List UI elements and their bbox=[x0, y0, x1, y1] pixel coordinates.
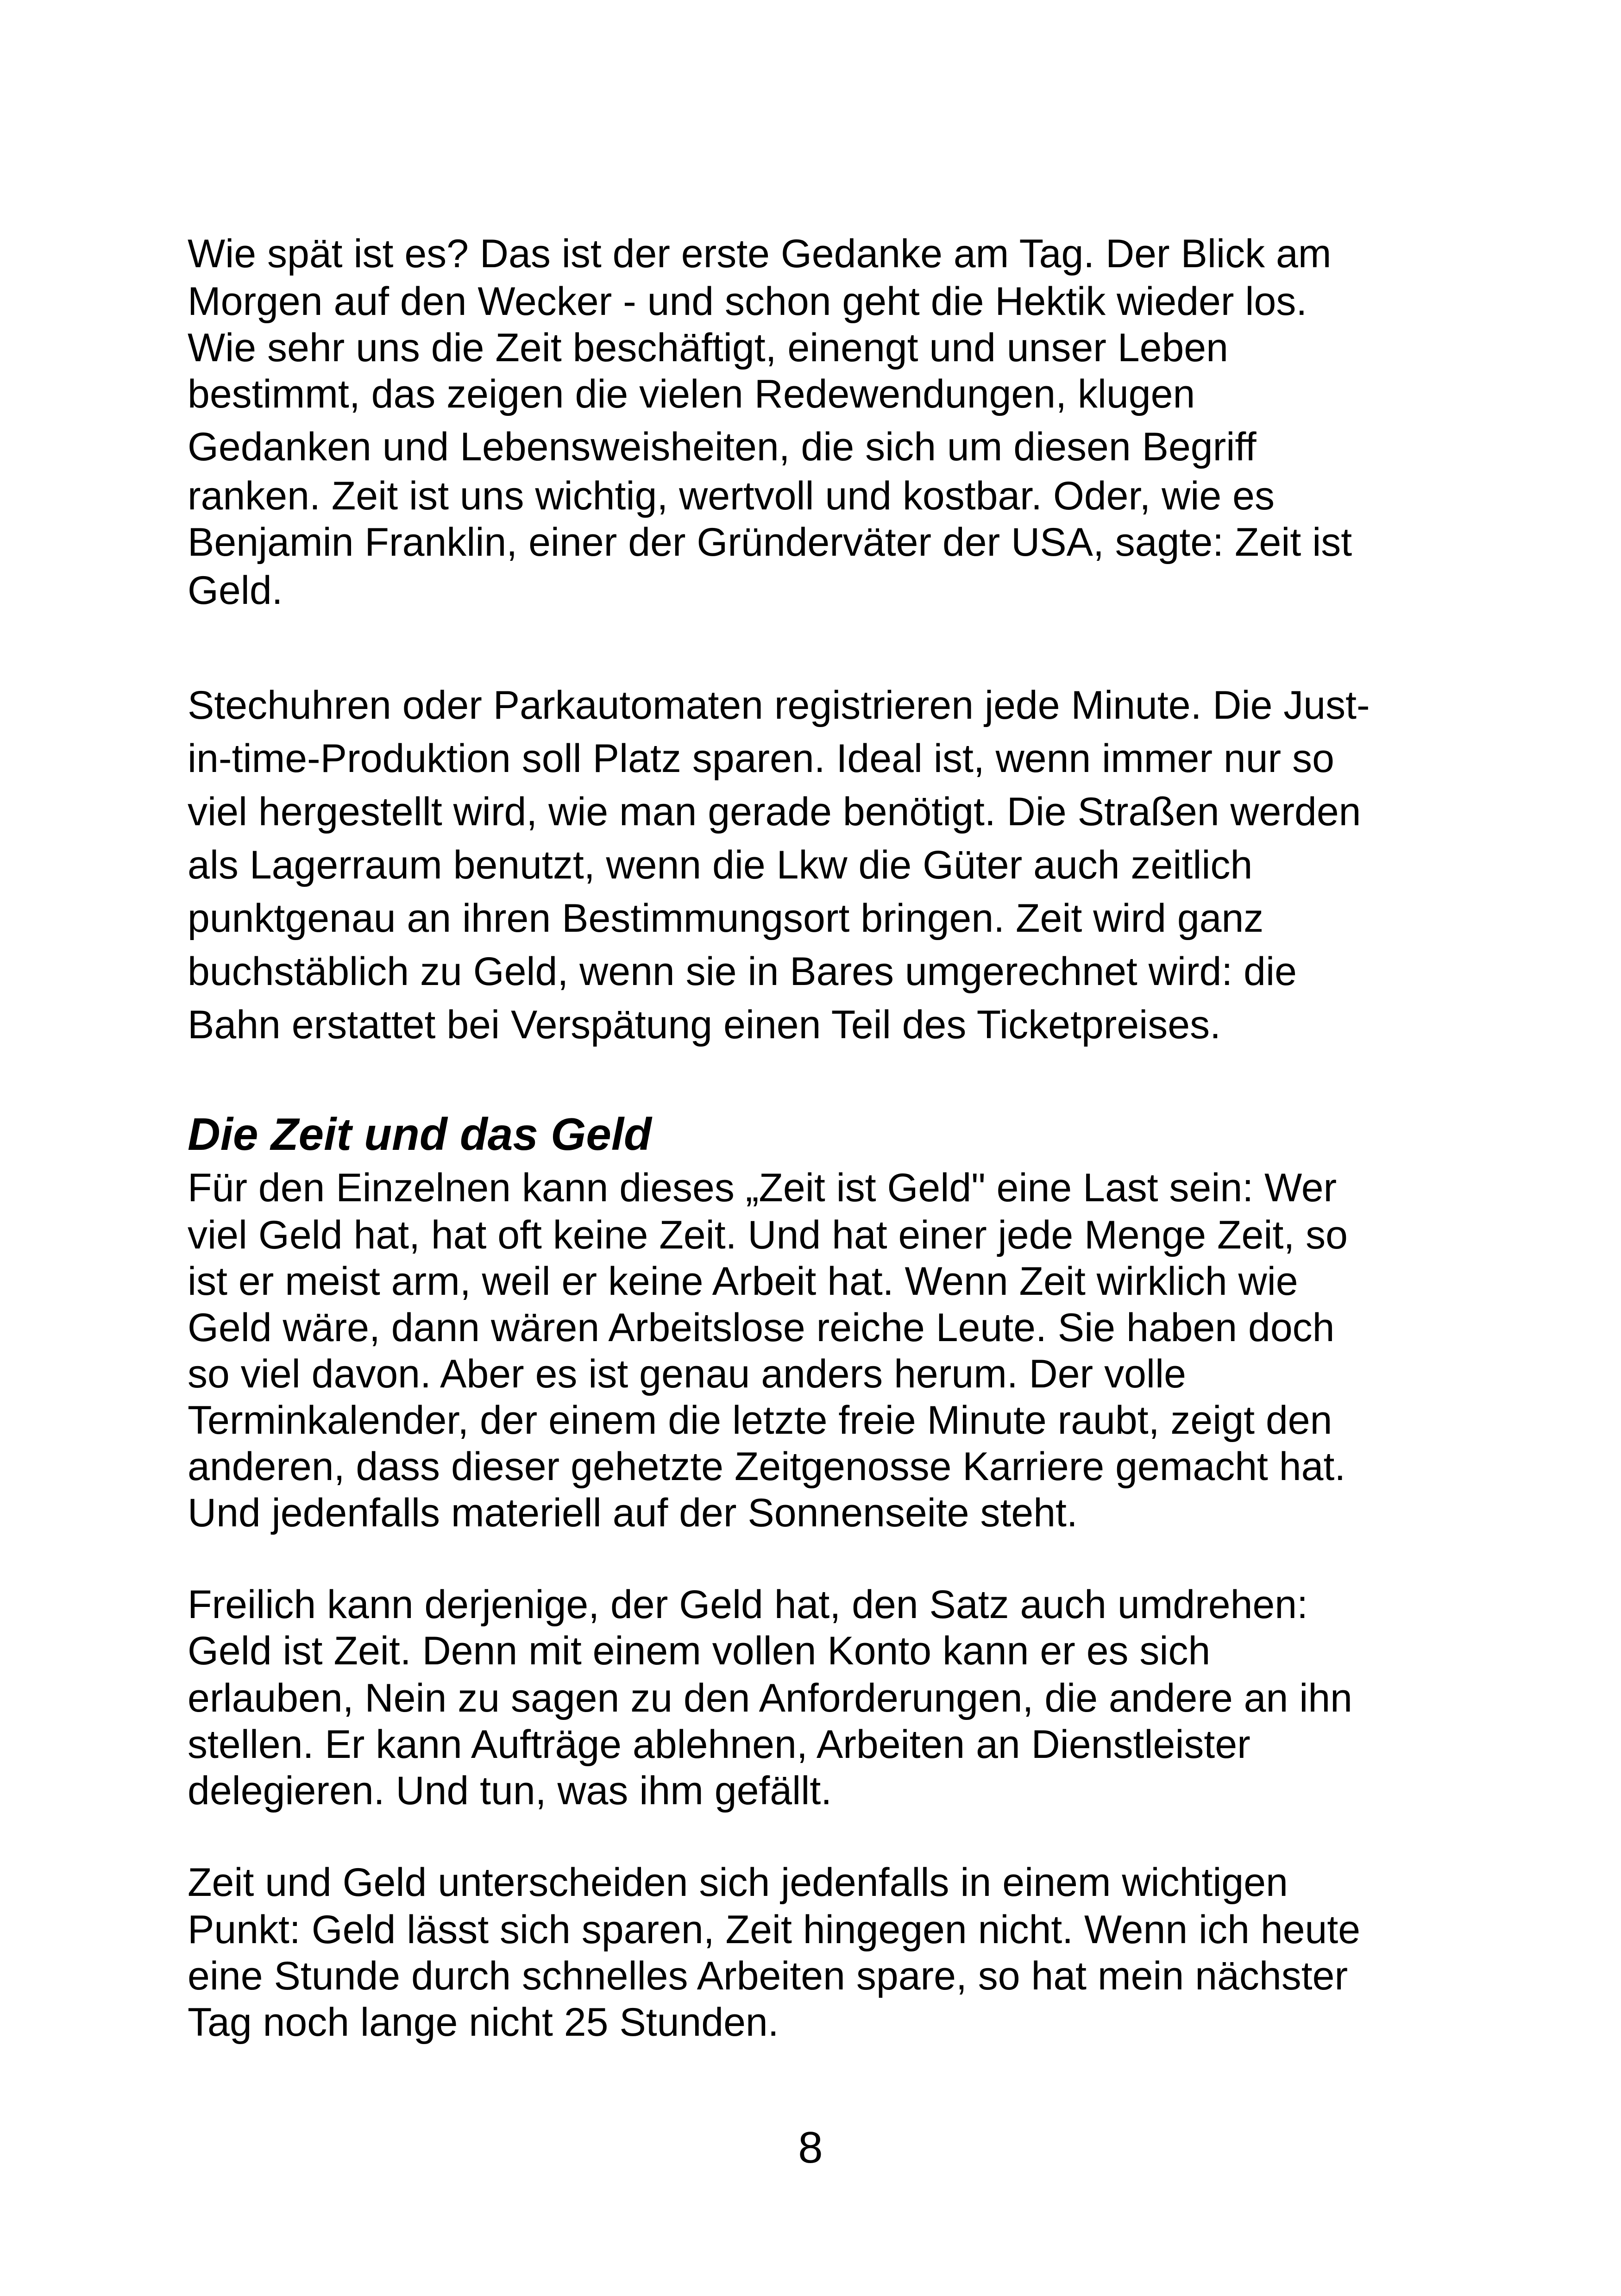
text-line: Für den Einzelnen kann dieses „Zeit ist Geld" eine Last sein: Wer bbox=[188, 1166, 1337, 1210]
text-line: viel Geld hat, hat oft keine Zeit. Und hat einer jede Menge Zeit, so bbox=[188, 1213, 1348, 1257]
page-number: 8 bbox=[798, 2123, 823, 2172]
text-line: viel hergestellt wird, wie man gerade benötigt. Die Straßen werden bbox=[188, 790, 1361, 834]
text-line: Benjamin Franklin, einer der Gründerväter der USA, sagte: Zeit ist bbox=[188, 520, 1352, 565]
text-line: erlauben, Nein zu sagen zu den Anforderungen, die andere an ihn bbox=[188, 1676, 1352, 1720]
text-line: delegieren. Und tun, was ihm gefällt. bbox=[188, 1769, 832, 1813]
text-line: Morgen auf den Wecker - und schon geht die Hektik wieder los. bbox=[188, 279, 1307, 324]
text-line: Bahn erstattet bei Verspätung einen Teil des Ticketpreises. bbox=[188, 1003, 1221, 1047]
text-line: Tag noch lange nicht 25 Stunden. bbox=[188, 2000, 779, 2045]
text-line: anderen, dass dieser gehetzte Zeitgenosse Karriere gemacht hat. bbox=[188, 1444, 1346, 1489]
text-line: buchstäblich zu Geld, wenn sie in Bares umgerechnet wird: die bbox=[188, 949, 1297, 994]
text-line: Punkt: Geld lässt sich sparen, Zeit hingegen nicht. Wenn ich heute bbox=[188, 1907, 1361, 1952]
text-line: stellen. Er kann Aufträge ablehnen, Arbeiten an Dienstleister bbox=[188, 1722, 1250, 1767]
text-line: Geld wäre, dann wären Arbeitslose reiche Leute. Sie haben doch bbox=[188, 1305, 1335, 1350]
section-heading: Die Zeit und das Geld bbox=[188, 1109, 652, 1160]
text-line: so viel davon. Aber es ist genau anders herum. Der volle bbox=[188, 1352, 1186, 1396]
text-line: Stechuhren oder Parkautomaten registrieren jede Minute. Die Just- bbox=[188, 683, 1370, 728]
text-line: Zeit und Geld unterscheiden sich jedenfalls in einem wichtigen bbox=[188, 1860, 1288, 1905]
text-line: Geld. bbox=[188, 568, 283, 613]
text-line: Gedanken und Lebensweisheiten, die sich um diesen Begriff bbox=[188, 425, 1257, 469]
text-line: Und jedenfalls materiell auf der Sonnenseite steht. bbox=[188, 1491, 1078, 1535]
text-line: bestimmt, das zeigen die vielen Redewendungen, klugen bbox=[188, 372, 1195, 416]
text-line: als Lagerraum benutzt, wenn die Lkw die Güter auch zeitlich bbox=[188, 843, 1253, 887]
text-line: eine Stunde durch schnelles Arbeiten spare, so hat mein nächster bbox=[188, 1954, 1348, 1998]
text-line: Geld ist Zeit. Denn mit einem vollen Konto kann er es sich bbox=[188, 1629, 1211, 1673]
text-line: in-time-Produktion soll Platz sparen. Ideal ist, wenn immer nur so bbox=[188, 736, 1334, 781]
text-line: Wie spät ist es? Das ist der erste Gedanke am Tag. Der Blick am bbox=[188, 232, 1332, 276]
text-line: Terminkalender, der einem die letzte freie Minute raubt, zeigt den bbox=[188, 1398, 1332, 1443]
text-line: ist er meist arm, weil er keine Arbeit hat. Wenn Zeit wirklich wie bbox=[188, 1259, 1298, 1304]
text-line: punktgenau an ihren Bestimmungsort bringen. Zeit wird ganz bbox=[188, 896, 1264, 941]
text-line: ranken. Zeit ist uns wichtig, wertvoll und kostbar. Oder, wie es bbox=[188, 474, 1275, 518]
text-line: Freilich kann derjenige, der Geld hat, den Satz auch umdrehen: bbox=[188, 1582, 1308, 1627]
text-line: Wie sehr uns die Zeit beschäftigt, einengt und unser Leben bbox=[188, 326, 1228, 370]
